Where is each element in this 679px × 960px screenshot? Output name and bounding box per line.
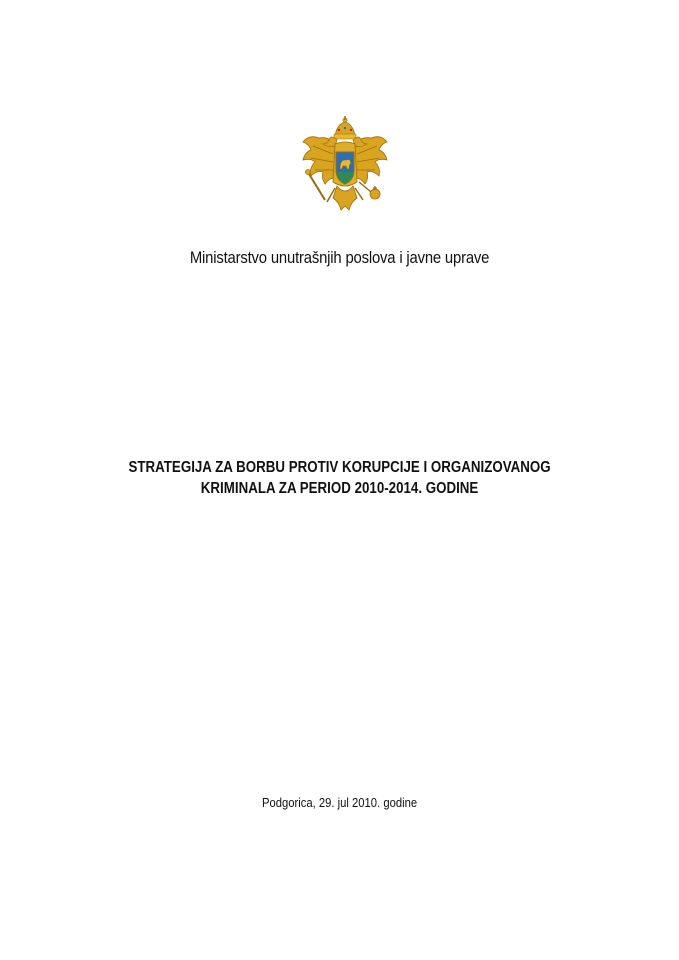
document-title-line-2: KRIMINALA ZA PERIOD 2010-2014. GODINE: [200, 480, 479, 497]
ministry-name: Ministarstvo unutrašnjih poslova i javne uprave: [189, 249, 490, 267]
place-and-date: Podgorica, 29. jul 2010. godine: [261, 796, 418, 810]
document-title: [82, 457, 597, 499]
orb-icon: [359, 182, 380, 199]
coat-of-arms-icon: [299, 116, 391, 222]
shield-icon: [336, 152, 354, 184]
scepter-icon: [305, 169, 325, 200]
crown-icon: [334, 116, 356, 139]
document-title-line-1: STRATEGIJA ZA BORBU PROTIV KORUPCIJE I ORGANIZOVANOG: [128, 459, 551, 476]
